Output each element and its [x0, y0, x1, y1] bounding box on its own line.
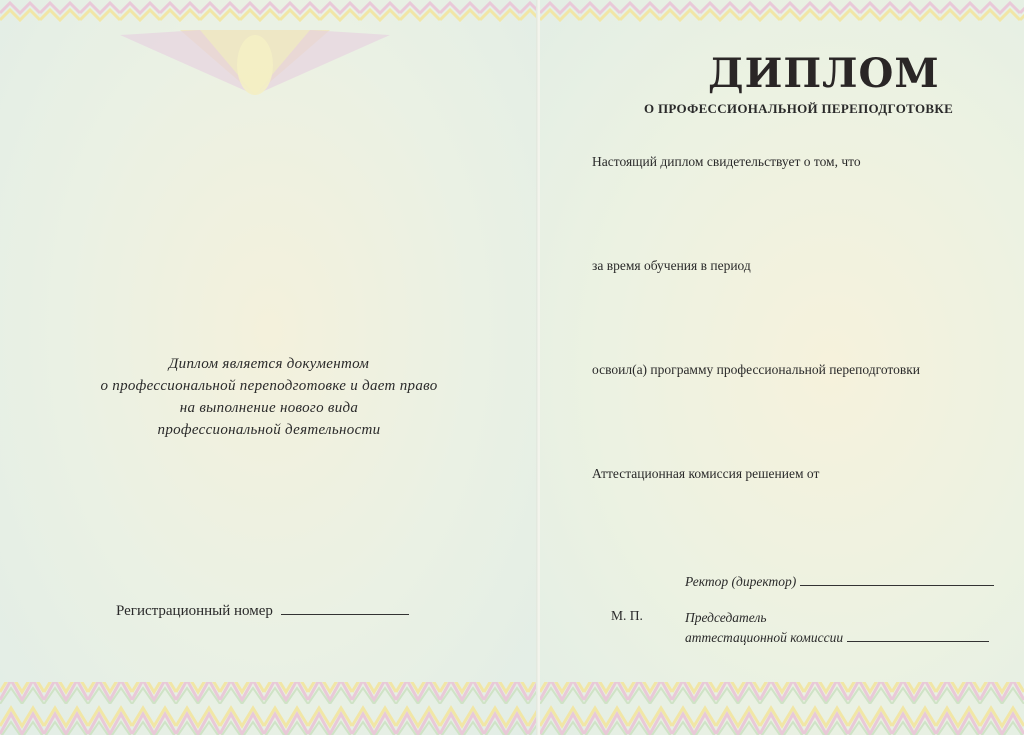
- bottom-ornament-right: [540, 670, 1024, 735]
- statement-line: профессиональной деятельности: [157, 422, 381, 438]
- stamp-label: М. П.: [611, 608, 643, 623]
- rector-signature-line: [800, 571, 994, 586]
- bottom-ornament: [0, 670, 538, 735]
- rector-label: Ректор (директор): [685, 574, 797, 589]
- statement-line: о профессиональной переподготовке и дает право: [100, 378, 438, 394]
- commission-line: Аттестационная комиссия решением от: [592, 466, 820, 481]
- registration-number-line: [281, 600, 409, 615]
- top-ornament-right: [540, 0, 1024, 26]
- chairman-signature-line: [847, 627, 989, 642]
- chairman-label-2: аттестационной комиссии: [685, 630, 844, 645]
- rector-row: [685, 571, 994, 590]
- registration-row: [116, 600, 409, 620]
- statement-line: Диплом является документом: [168, 356, 370, 372]
- program-line: освоил(а) программу профессиональной переподготовки: [592, 362, 921, 377]
- statement-line: на выполнение нового вида: [179, 400, 359, 416]
- top-ornament: [0, 0, 538, 100]
- diploma-subtitle: О ПРОФЕССИОНАЛЬНОЙ ПЕРЕПОДГОТОВКЕ: [644, 101, 954, 116]
- certify-line: Настоящий диплом свидетельствует о том, что: [592, 154, 861, 169]
- diploma-title: ДИПЛОМ: [708, 50, 940, 97]
- study-period-line: за время обучения в период: [592, 258, 751, 273]
- chairman-block: [685, 608, 989, 647]
- diploma-right-page: [540, 0, 1024, 735]
- diploma-statement: [0, 353, 538, 441]
- registration-label: Регистрационный номер: [116, 603, 273, 619]
- chairman-label: Председатель: [685, 610, 767, 625]
